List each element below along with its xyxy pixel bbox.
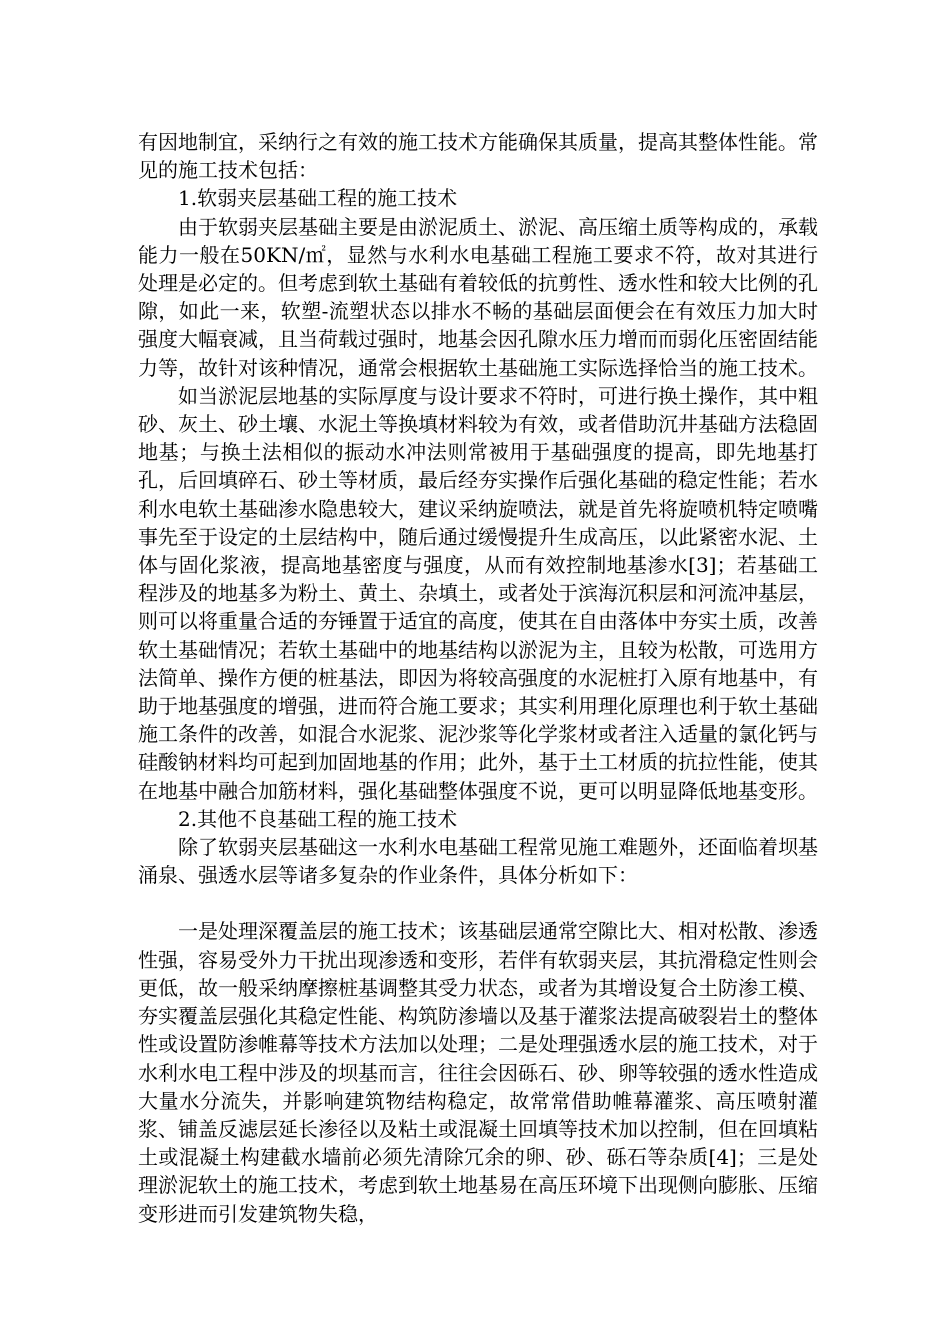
paragraph-intro: 有因地制宜，采纳行之有效的施工技术方能确保其质量，提高其整体性能。常见的施工技术包括：	[138, 130, 818, 183]
section-heading-soft-interlayer: 1.软弱夹层基础工程的施工技术	[178, 186, 458, 211]
paragraph-other-foundations-details: 一是处理深覆盖层的施工技术；该基础层通常空隙比大、相对松散、渗透性强，容易受外力干扰出现渗透和变形，若伴有软弱夹层，其抗滑稳定性则会更低，故一般采纳摩擦桩基调整其受力状态，或者为其增设复合土防渗工模、夯实覆盖层强化其稳定性能、构筑防渗墙以及基于灌浆法提高破裂岩土的整体性或设置防渗帷幕等技术方法加以处理；二是处理强透水层的施工技术，对于水利水电工程中涉及的坝基而言，往往会因砾石、砂、卵等较强的透水性造成大量水分流失，并影响建筑物结构稳定，故常常借助帷幕灌浆、高压喷射灌浆、铺盖反滤层延长渗径以及粘土或混凝土回填等技术加以控制，但在回填粘土或混凝土构建截水墙前必须先清除冗余的卵、砂、砾石等杂质[4]；三是处理淤泥软土的施工技术，考虑到软土地基易在高压环境下出现侧向膨胀、压缩变形进而引发建筑物失稳，	[138, 919, 818, 1226]
paragraph-soft-interlayer-overview: 由于软弱夹层基础主要是由淤泥质土、淤泥、高压缩土质等构成的，承载能力一般在50KN/㎡，显然与水利水电基础工程施工要求不符，故对其进行处理是必定的。但考虑到软土基础有着较低的抗剪性、透水性和较大比例的孔隙，如此一来，软塑-流塑状态以排水不畅的基础层面便会在有效压力加大时强度大幅衰减，且当荷载过强时，地基会因孔隙水压力增而而弱化压密固结能力等，故针对该种情况，通常会根据软土基础施工实际选择恰当的施工技术。	[138, 214, 818, 380]
paragraph-soft-interlayer-methods: 如当淤泥层地基的实际厚度与设计要求不符时，可进行换土操作，其中粗砂、灰土、砂土壤、水泥土等换填材料较为有效，或者借助沉井基础方法稳固地基；与换土法相似的振动水冲法则常被用于基础强度的提高，即先地基打孔，后回填碎石、砂土等材质，最后经夯实操作后强化基础的稳定性能；若水利水电软土基础渗水隐患较大，建议采纳旋喷法，就是首先将旋喷机特定喷嘴事先至于设定的土层结构中，随后通过缓慢提升生成高压，以此紧密水泥、土体与固化浆液，提高地基密度与强度，从而有效控制地基渗水[3]；若基础工程涉及的地基多为粉土、黄土、杂填土，或者处于滨海沉积层和河流冲基层，则可以将重量合适的夯锤置于适宜的高度，使其在自由落体中夯实土质，改善软土基础情况；若软土基础中的地基结构以淤泥为主，且较为松散，可选用方法简单、操作方便的桩基法，即因为将较高强度的水泥桩打入原有地基中，有助于地基强度的增强，进而符合施工要求；其实利用理化原理也利于软土基础施工条件的改善，如混合水泥浆、泥沙浆等化学浆材或者注入适量的氯化钙与硅酸钠材料均可起到加固地基的作用；此外，基于土工材质的抗拉性能，使其在地基中融合加筋材料，强化基础整体强度不说，更可以明显降低地基变形。	[138, 383, 818, 803]
paragraph-gap	[138, 889, 818, 917]
paragraph-other-foundations-intro: 除了软弱夹层基础这一水利水电基础工程常见施工难题外，还面临着坝基涌泉、强透水层等诸多复杂的作业条件，具体分析如下：	[138, 835, 818, 888]
document-page	[138, 128, 818, 1228]
section-heading-other-foundations: 2.其他不良基础工程的施工技术	[178, 806, 458, 831]
